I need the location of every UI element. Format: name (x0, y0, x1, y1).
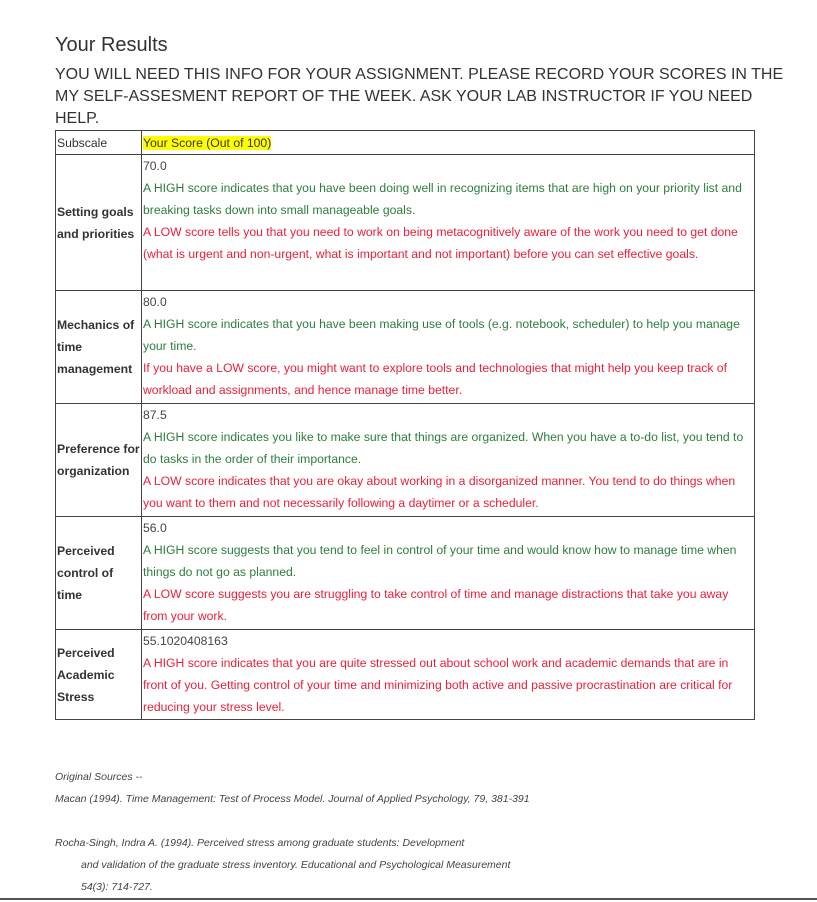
score-value: 70.0 (143, 159, 167, 173)
page-title: Your Results (55, 34, 168, 56)
score-cell (142, 404, 755, 517)
high-score-text: A HIGH score indicates that you are quite stressed out about school work and academic demands that are in front of you. Getting control of your time and minimizing both active and passive procrastination are critical for reducing your stress level. (143, 656, 733, 714)
score-value: 56.0 (143, 521, 167, 535)
score-value: 87.5 (143, 408, 167, 422)
reference-rocha-singh-cont2: 54(3): 714-727. (81, 881, 153, 893)
high-score-text: A HIGH score suggests that you tend to feel in control of your time and would know how to manage time when things do not go as planned. (143, 543, 737, 579)
high-score-text: A HIGH score indicates that you have been making use of tools (e.g. notebook, scheduler) to help you manage your time. (143, 317, 740, 353)
table-row (56, 155, 755, 291)
low-score-text: A LOW score suggests you are struggling to take control of time and manage distractions that take you away from your work. (143, 587, 729, 623)
score-value: 55.1020408163 (143, 634, 228, 648)
table-row (56, 291, 755, 404)
score-cell (142, 630, 755, 720)
header-subscale: Subscale (56, 131, 142, 155)
score-cell (142, 517, 755, 630)
low-score-text: A LOW score tells you that you need to work on being metacognitively aware of the work you need to get done (what is urgent and non-urgent, what is important and not important) before you can set effective goals. (143, 225, 738, 261)
table-row (56, 404, 755, 517)
assignment-instructions: YOU WILL NEED THIS INFO FOR YOUR ASSIGNMENT. PLEASE RECORD YOUR SCORES IN THE MY SELF-ASSESMENT REPORT OF THE WEEK. ASK YOUR LAB INSTRUCTOR IF YOU NEED HELP. (55, 66, 784, 127)
score-cell (142, 291, 755, 404)
subscale-name: Setting goals and priorities (56, 155, 142, 291)
references (55, 766, 530, 898)
table-row (56, 630, 755, 720)
table-header-row (56, 131, 755, 155)
spacer (55, 810, 530, 832)
score-value: 80.0 (143, 295, 167, 309)
reference-rocha-singh: Rocha-Singh, Indra A. (1994). Perceived stress among graduate students: Development (55, 837, 465, 849)
high-score-text: A HIGH score indicates that you have been doing well in recognizing items that are high on your priority list and breaking tasks down into small manageable goals. (143, 181, 742, 217)
subscale-name: Perceived control of time (56, 517, 142, 630)
reference-macan: Macan (1994). Time Management: Test of Process Model. Journal of Applied Psychology, 79, 381-391 (55, 793, 530, 805)
low-score-text: If you have a LOW score, you might want to explore tools and technologies that might help you keep track of workload and assignments, and hence manage time better. (143, 361, 727, 397)
results-table (55, 130, 755, 720)
bottom-divider (0, 898, 817, 900)
reference-rocha-singh-cont: and validation of the graduate stress inventory. Educational and Psychological Measurement (81, 859, 511, 871)
subscale-name: Preference for organization (56, 404, 142, 517)
highlighted-score-header: Your Score (Out of 100) (143, 135, 272, 150)
high-score-text: A HIGH score indicates you like to make sure that things are organized. When you have a to-do list, you tend to do tasks in the order of their importance. (143, 430, 744, 466)
subscale-name: Perceived Academic Stress (56, 630, 142, 720)
table-row (56, 517, 755, 630)
header-score (142, 131, 755, 155)
references-heading: Original Sources -- (55, 771, 143, 783)
low-score-text: A LOW score indicates that you are okay about working in a disorganized manner. You tend to do things when you want to them and not necessarily following a daytimer or a scheduler. (143, 474, 736, 510)
subscale-name: Mechanics of time management (56, 291, 142, 404)
score-cell (142, 155, 755, 291)
